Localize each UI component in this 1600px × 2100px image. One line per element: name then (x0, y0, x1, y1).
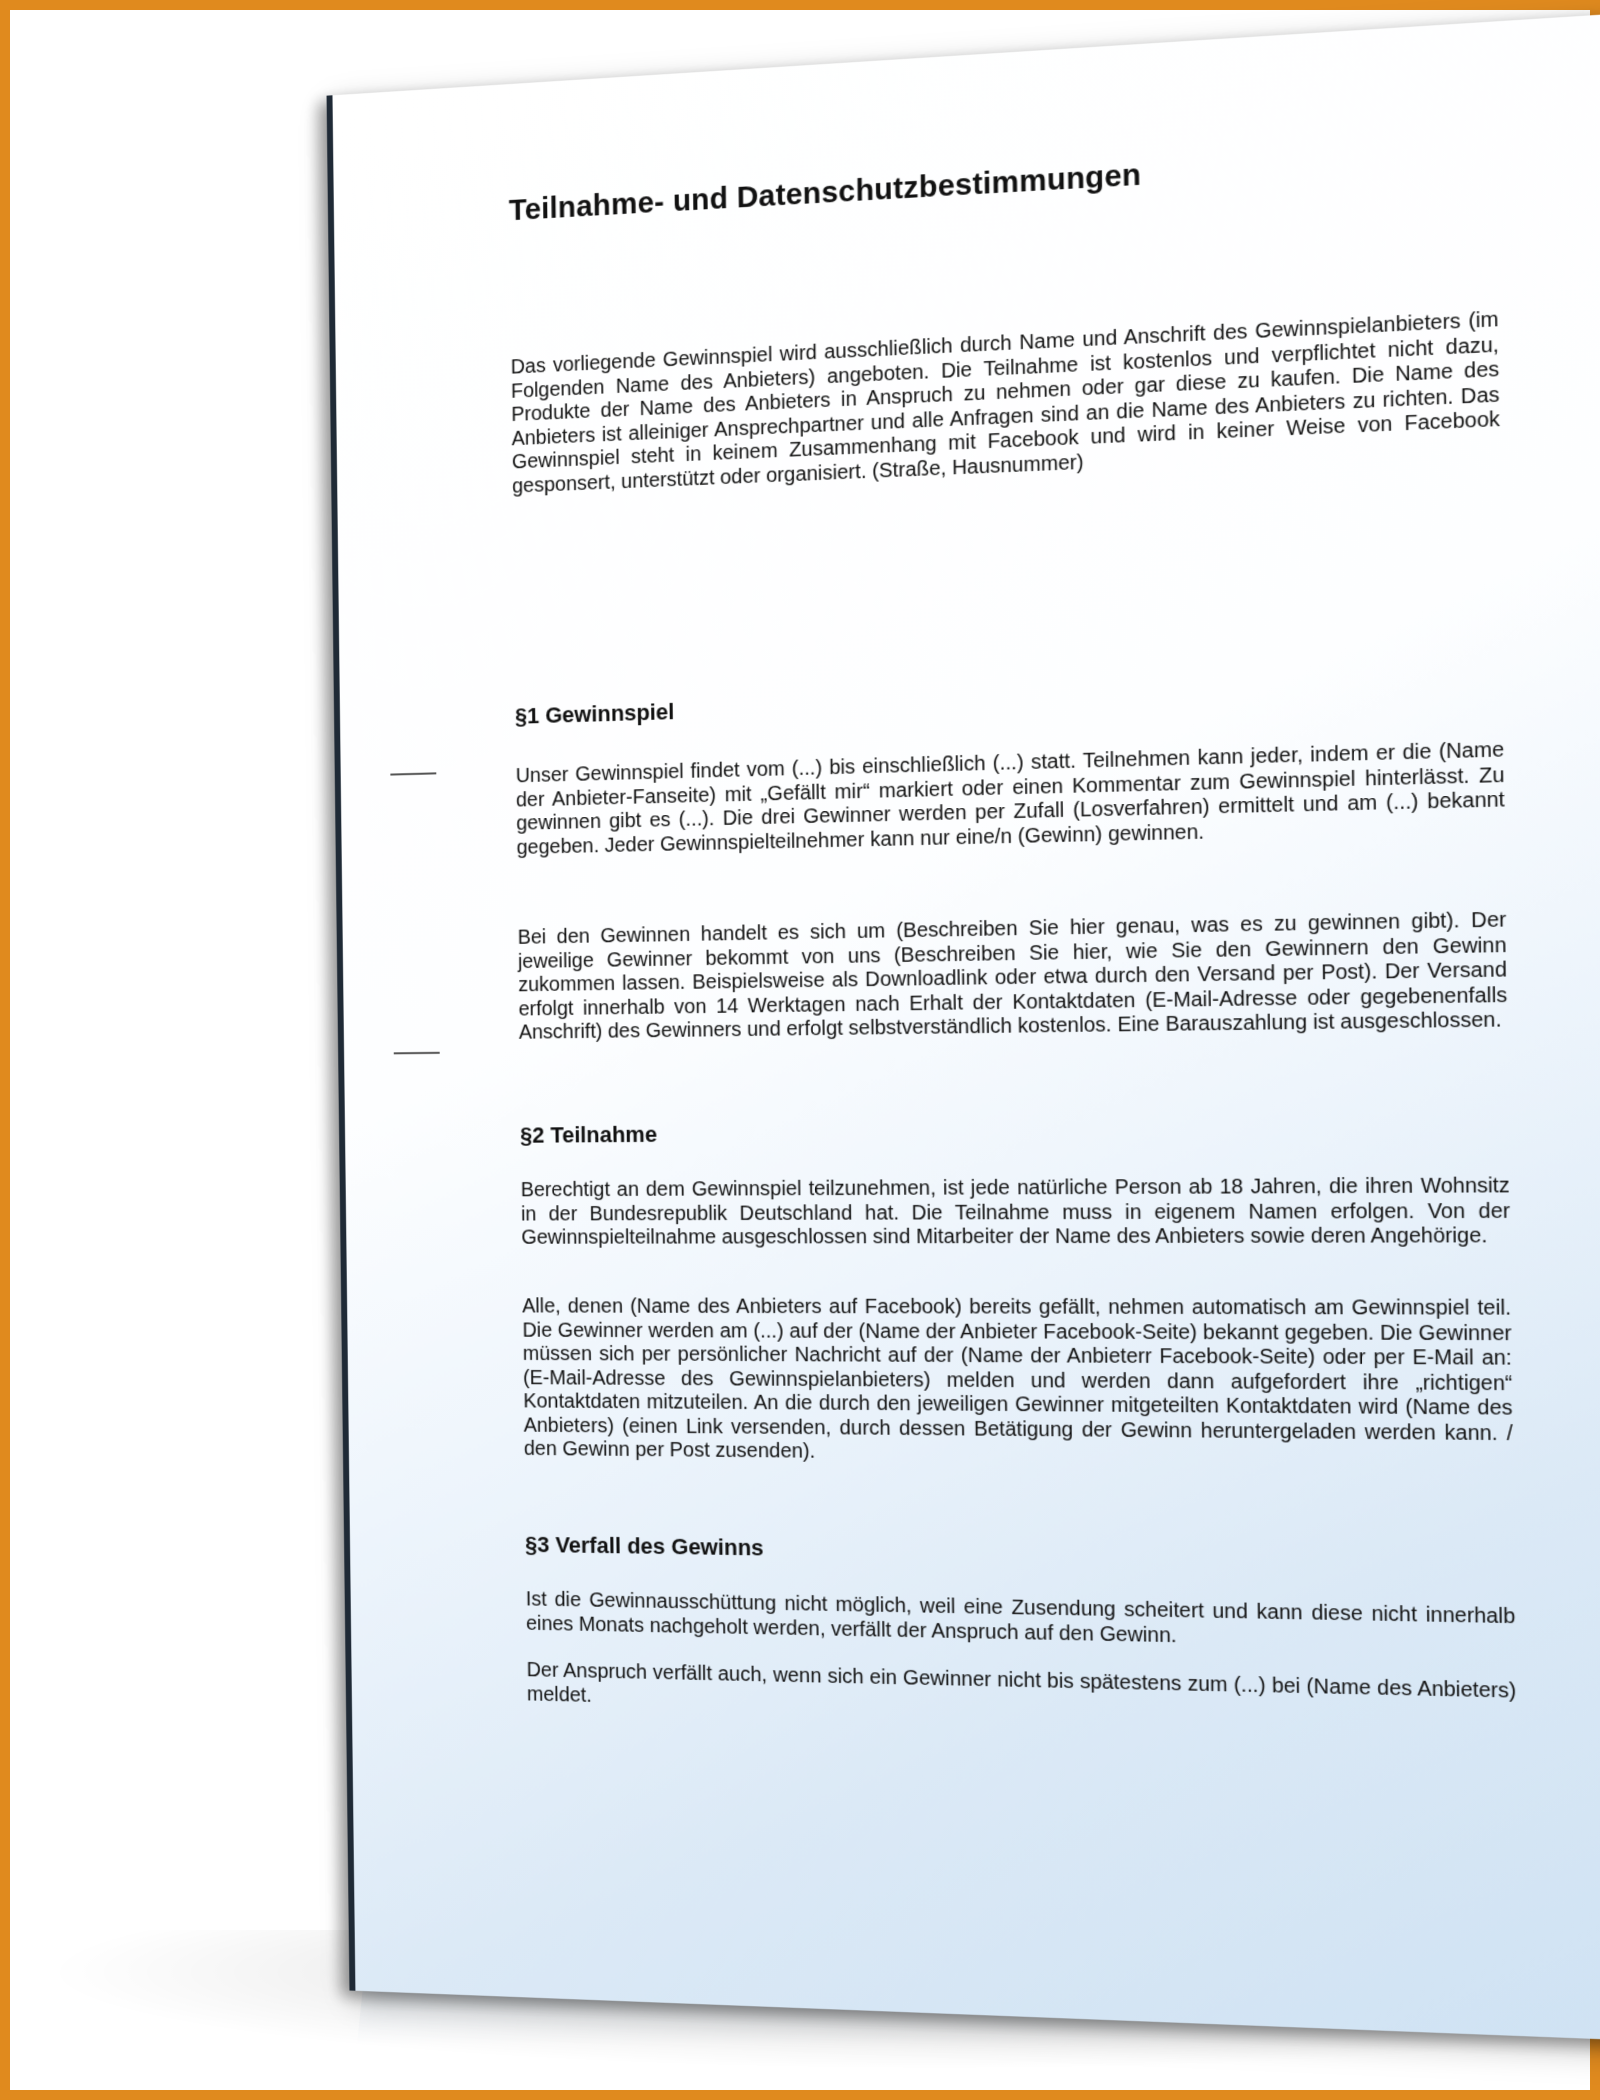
section-3-paragraph-2: Der Anspruch verfällt auch, wenn sich ein Gewinner nicht bis spätestens zum (...) bei (Name des Anbieters) meldet. (526, 1658, 1517, 1707)
section-3-heading: §3 Verfall des Gewinns (524, 1532, 764, 1561)
document-content (508, 138, 1517, 1707)
fold-mark-top (390, 772, 436, 775)
section-3-paragraph-1: Ist die Gewinnausschüttung nicht möglich, weil eine Zusendung scheitert und kann diese nicht innerhalb eines Monats nachgeholt werden, verfällt der Anspruch auf den Gewinn. (525, 1588, 1516, 1647)
fold-mark-middle (394, 1052, 440, 1055)
section-2-paragraph-1: Berechtigt an dem Gewinnspiel teilzunehmen, ist jede natürliche Person ab 18 Jahren, die ihren Wohnsitz in der Bundesrepublik Deutschland hat. Die Teilnahme muss in eigenem Namen erfolgen. Von der Gewinnspielteilnahme ausgeschlossen sind Mitarbeiter der Name des Anbieters sowie deren Angehörige. (520, 1174, 1511, 1249)
section-1-paragraph-2: Bei den Gewinnen handelt es sich um (Beschreiben Sie hier genau, was es zu gewinnen gibt). Der jeweilige Gewinner bekommt von uns (Beschreiben Sie hier, wie Sie den Gewinnern den Gewinn zukommen lassen. Beispielsweise als Downloadlink oder etwa durch den Versand per Post). Der Versand erfolgt innerhalb von 14 Werktagen nach Erhalt der Kontaktdaten (E-Mail-Adresse oder gegebenenfalls Anschrift) des Gewinners und erfolgt selbstverständlich kostenlos. Eine Barauszahlung ist ausgeschlossen. (517, 908, 1508, 1044)
section-2-heading: §2 Teilnahme (519, 1122, 658, 1148)
section-1-paragraph-1: Unser Gewinnspiel findet vom (...) bis einschließlich (...) statt. Teilnehmen kann jeder, indem er die (Name der Anbieter-Fanseite) mit „Gefällt mir“ markiert oder einen Kommentar zum Gewinnspiel hinterlässt. Zu gewinnen gibt es (...). Die drei Gewinner werden per Zufall (Losverfahren) ermittelt und am (...) bekannt gegeben. Jeder Gewinnspielteilnehmer kann nur eine/n (Gewinn) gewinnen. (515, 738, 1505, 859)
section-2-paragraph-2: Alle, denen (Name des Anbieters auf Facebook) bereits gefällt, nehmen automatisch am Gewinnspiel teil. Die Gewinner werden am (...) auf der (Name der Anbieter Facebook-Seite) bekannt gegeben. Die Gewinner müssen sich per persönlicher Nachricht auf der (Name der Anbieterr Facebook-Seite) oder per E-Mail an: (E-Mail-Adresse des Gewinnspielanbieters) melden und werden dann aufgefordert ihre „richtigen“ Kontaktdaten mitzuteilen. An die durch den jeweiligen Gewinner mitgeteilten Kontaktdaten wird (Name des Anbieters) (einen Link versenden, durch dessen Betätigung der Gewinn heruntergeladen werden kann. / den Gewinn per Post zusenden). (522, 1295, 1514, 1463)
section-1-heading: §1 Gewinnspiel (514, 699, 675, 729)
document-page (327, 14, 1600, 2041)
document-title: Teilnahme- und Datenschutzbestimmungen (508, 158, 1142, 228)
intro-paragraph: Das vorliegende Gewinnspiel wird ausschließlich durch Name und Anschrift des Gewinnspielanbieters (im Folgenden Name des Anbieters) angeboten. Die Teilnahme ist kostenlos und verpflichtet nicht dazu, Produkte der Name des Anbieters in Anspruch zu nehmen oder gar diese zu kaufen. Die Name des Anbieters ist alleiniger Ansprechpartner und alle Anfragen sind an die Name des Anbieters zu richten. Das Gewinnspiel steht in keinem Zusammenhang mit Facebook und wird in keiner Weise von Facebook gesponsert, unterstützt oder organisiert. (Straße, Hausnummer) (510, 308, 1500, 498)
